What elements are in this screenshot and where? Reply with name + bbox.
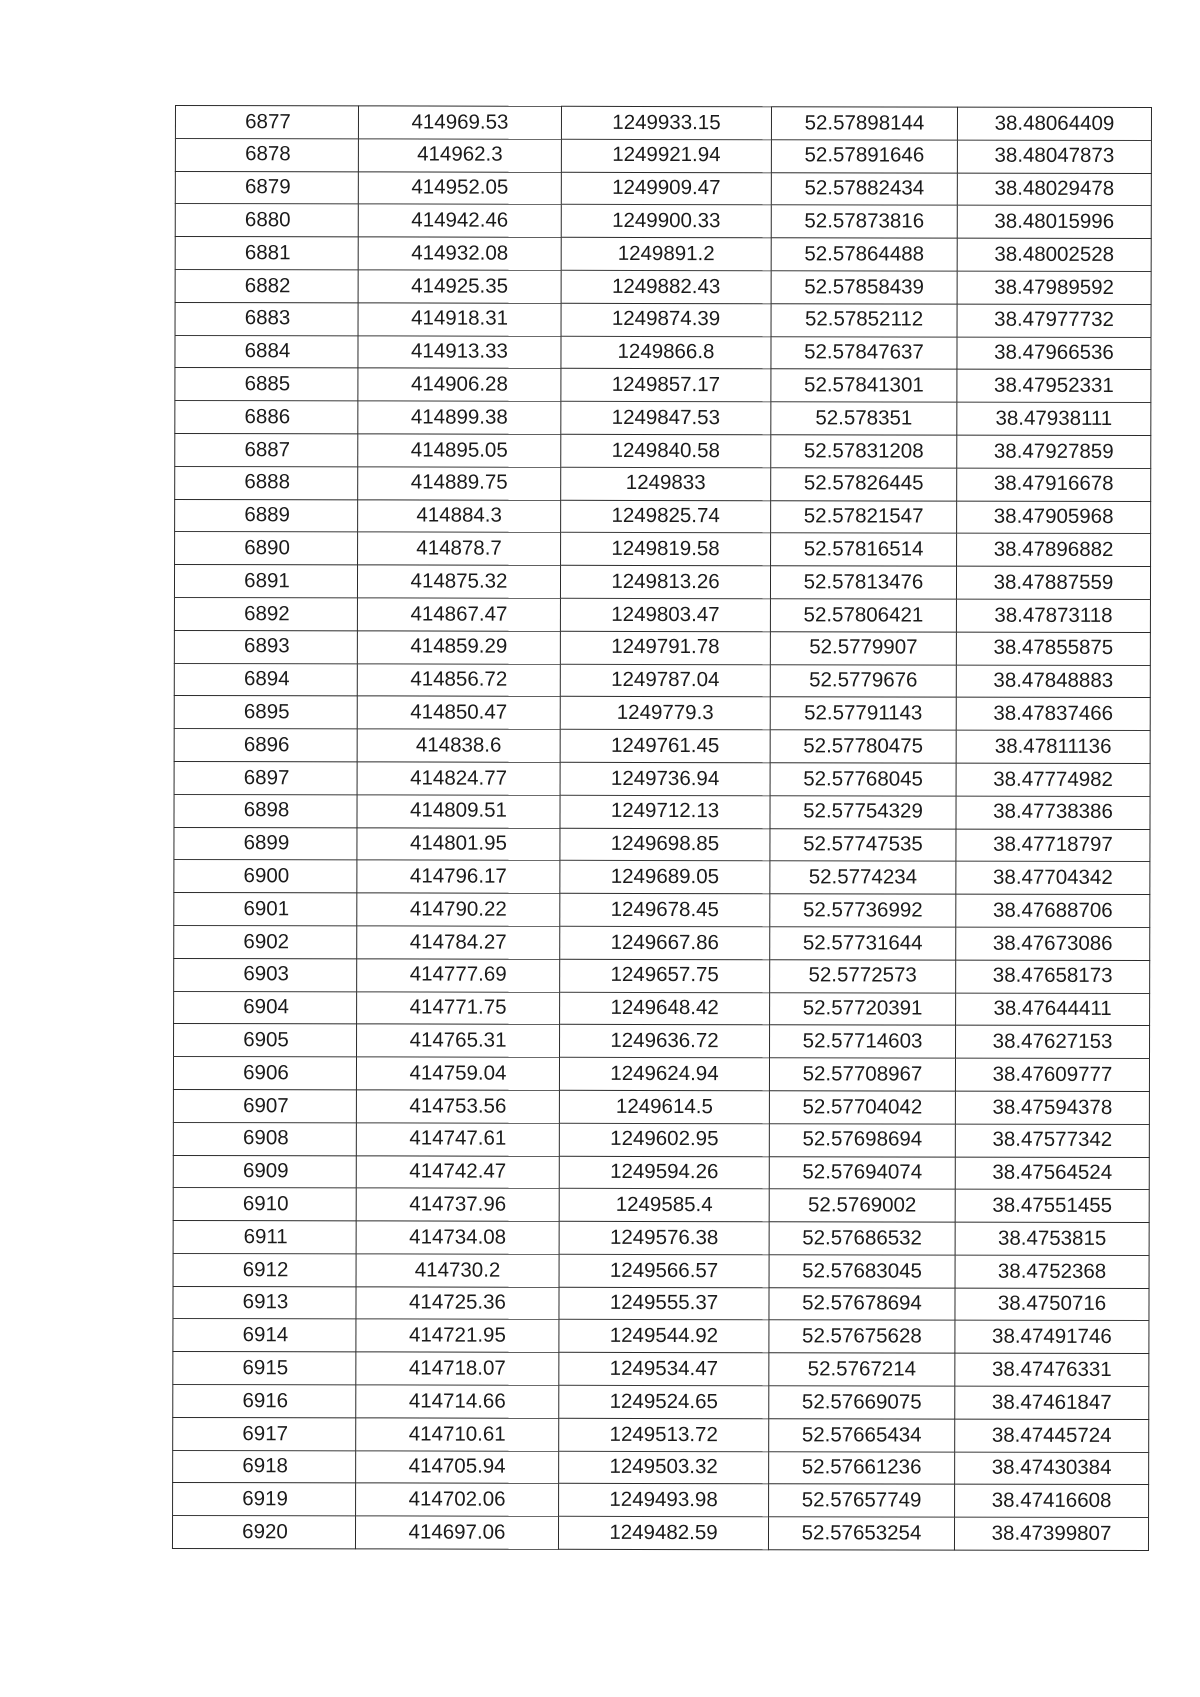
point-number-cell: 6909 — [173, 1155, 356, 1188]
latitude-cell: 38.47837466 — [956, 697, 1150, 730]
northing-cell: 1249678.45 — [560, 893, 770, 926]
northing-cell: 1249833 — [561, 467, 771, 500]
table-row — [173, 1319, 1149, 1354]
latitude-cell: 38.47609777 — [955, 1058, 1149, 1091]
easting-cell: 414777.69 — [357, 959, 560, 992]
table-row — [174, 958, 1150, 993]
longitude-cell: 52.57821547 — [771, 500, 957, 533]
longitude-cell: 52.57791143 — [770, 697, 956, 730]
longitude-cell: 52.57657749 — [769, 1484, 955, 1517]
table-row — [175, 433, 1151, 468]
longitude-cell: 52.57780475 — [770, 730, 956, 763]
easting-cell: 414784.27 — [357, 926, 560, 959]
table-row — [175, 269, 1151, 304]
latitude-cell: 38.47594378 — [955, 1091, 1149, 1124]
table-row — [175, 106, 1151, 141]
table-row — [174, 925, 1150, 960]
northing-cell: 1249840.58 — [561, 434, 771, 467]
point-number-cell: 6897 — [174, 761, 357, 794]
point-number-cell: 6892 — [174, 597, 357, 630]
easting-cell: 414875.32 — [357, 565, 560, 598]
table-row — [173, 1286, 1149, 1321]
easting-cell: 414759.04 — [356, 1057, 559, 1090]
northing-cell: 1249825.74 — [561, 500, 771, 533]
longitude-cell: 52.5779676 — [770, 664, 956, 697]
longitude-cell: 52.57873816 — [771, 205, 957, 238]
longitude-cell: 52.5769002 — [769, 1189, 955, 1222]
table-row — [175, 401, 1151, 436]
point-number-cell: 6912 — [173, 1253, 356, 1286]
point-number-cell: 6879 — [175, 171, 358, 204]
longitude-cell: 52.57747535 — [770, 828, 956, 861]
longitude-cell: 52.57768045 — [770, 763, 956, 796]
table-row — [173, 1057, 1149, 1092]
easting-cell: 414884.3 — [358, 499, 561, 532]
easting-cell: 414702.06 — [356, 1483, 559, 1516]
northing-cell: 1249813.26 — [560, 565, 770, 598]
latitude-cell: 38.47491746 — [955, 1321, 1149, 1354]
point-number-cell: 6889 — [175, 499, 358, 532]
latitude-cell: 38.47577342 — [955, 1124, 1149, 1157]
northing-cell: 1249624.94 — [559, 1057, 769, 1090]
easting-cell: 414824.77 — [357, 762, 560, 795]
easting-cell: 414889.75 — [358, 467, 561, 500]
latitude-cell: 38.4753815 — [955, 1222, 1149, 1255]
northing-cell: 1249882.43 — [561, 270, 771, 303]
latitude-cell: 38.47916678 — [957, 468, 1151, 501]
easting-cell: 414734.08 — [356, 1221, 559, 1254]
easting-cell: 414710.61 — [356, 1418, 559, 1451]
table-row — [175, 138, 1151, 173]
table-row — [174, 696, 1150, 731]
northing-cell: 1249513.72 — [559, 1418, 769, 1451]
point-number-cell: 6901 — [174, 893, 357, 926]
latitude-cell: 38.47927859 — [957, 435, 1151, 468]
latitude-cell: 38.47564524 — [955, 1157, 1149, 1190]
latitude-cell: 38.47977732 — [957, 304, 1151, 337]
longitude-cell: 52.57683045 — [769, 1255, 955, 1288]
easting-cell: 414925.35 — [358, 270, 561, 303]
northing-cell: 1249891.2 — [561, 237, 771, 270]
point-number-cell: 6885 — [175, 368, 358, 401]
longitude-cell: 52.5772573 — [770, 959, 956, 992]
latitude-cell: 38.48029478 — [957, 173, 1151, 206]
point-number-cell: 6883 — [175, 302, 358, 335]
longitude-cell: 52.57882434 — [771, 172, 957, 205]
table-row — [173, 1122, 1149, 1157]
point-number-cell: 6908 — [173, 1122, 356, 1155]
latitude-cell: 38.47938111 — [957, 402, 1151, 435]
table-row — [174, 597, 1150, 632]
latitude-cell: 38.47430384 — [955, 1452, 1149, 1485]
easting-cell: 414899.38 — [358, 401, 561, 434]
latitude-cell: 38.47445724 — [955, 1419, 1149, 1452]
table-row — [174, 893, 1150, 928]
northing-cell: 1249787.04 — [560, 664, 770, 697]
table-row — [173, 1450, 1149, 1485]
northing-cell: 1249648.42 — [560, 992, 770, 1025]
longitude-cell: 52.57806421 — [770, 599, 956, 632]
easting-cell: 414705.94 — [356, 1451, 559, 1484]
easting-cell: 414742.47 — [356, 1155, 559, 1188]
point-number-cell: 6913 — [173, 1286, 356, 1319]
longitude-cell: 52.57714603 — [770, 1025, 956, 1058]
point-number-cell: 6920 — [172, 1516, 355, 1549]
point-number-cell: 6881 — [175, 237, 358, 270]
point-number-cell: 6890 — [175, 532, 358, 565]
point-number-cell: 6917 — [173, 1417, 356, 1450]
easting-cell: 414952.05 — [358, 171, 561, 204]
latitude-cell: 38.47461847 — [955, 1386, 1149, 1419]
table-row — [174, 860, 1150, 895]
northing-cell: 1249585.4 — [559, 1189, 769, 1222]
northing-cell: 1249933.15 — [561, 106, 771, 139]
table-row — [173, 1089, 1149, 1124]
easting-cell: 414906.28 — [358, 368, 561, 401]
latitude-cell: 38.47887559 — [956, 566, 1150, 599]
easting-cell: 414697.06 — [355, 1516, 558, 1549]
point-number-cell: 6886 — [175, 401, 358, 434]
table-row — [173, 1417, 1149, 1452]
northing-cell: 1249779.3 — [560, 697, 770, 730]
point-number-cell: 6918 — [173, 1450, 356, 1483]
latitude-cell: 38.47476331 — [955, 1353, 1149, 1386]
point-number-cell: 6893 — [174, 630, 357, 663]
longitude-cell: 52.57669075 — [769, 1386, 955, 1419]
point-number-cell: 6906 — [173, 1057, 356, 1090]
northing-cell: 1249900.33 — [561, 205, 771, 238]
latitude-cell: 38.47399807 — [954, 1517, 1148, 1550]
point-number-cell: 6895 — [174, 696, 357, 729]
easting-cell: 414962.3 — [358, 139, 561, 172]
easting-cell: 414969.53 — [358, 106, 561, 139]
easting-cell: 414932.08 — [358, 237, 561, 270]
table-row — [173, 1188, 1149, 1223]
table-row — [174, 630, 1150, 665]
longitude-cell: 52.57708967 — [769, 1058, 955, 1091]
latitude-cell: 38.48047873 — [957, 140, 1151, 173]
easting-cell: 414771.75 — [357, 991, 560, 1024]
point-number-cell: 6898 — [174, 794, 357, 827]
latitude-cell: 38.47688706 — [956, 894, 1150, 927]
latitude-cell: 38.47627153 — [956, 1025, 1150, 1058]
longitude-cell: 52.57704042 — [769, 1091, 955, 1124]
latitude-cell: 38.47896882 — [957, 533, 1151, 566]
table-row — [173, 1352, 1149, 1387]
point-number-cell: 6910 — [173, 1188, 356, 1221]
point-number-cell: 6911 — [173, 1221, 356, 1254]
latitude-cell: 38.47416608 — [955, 1485, 1149, 1518]
northing-cell: 1249791.78 — [560, 631, 770, 664]
northing-cell: 1249566.57 — [559, 1254, 769, 1287]
table-row — [175, 466, 1151, 501]
northing-cell: 1249736.94 — [560, 762, 770, 795]
easting-cell: 414718.07 — [356, 1352, 559, 1385]
longitude-cell: 52.57731644 — [770, 927, 956, 960]
table-row — [175, 204, 1151, 239]
easting-cell: 414796.17 — [357, 860, 560, 893]
northing-cell: 1249689.05 — [560, 861, 770, 894]
latitude-cell: 38.47718797 — [956, 829, 1150, 862]
point-number-cell: 6899 — [174, 827, 357, 860]
point-number-cell: 6878 — [175, 138, 358, 171]
northing-cell: 1249614.5 — [559, 1090, 769, 1123]
longitude-cell: 52.57736992 — [770, 894, 956, 927]
easting-cell: 414747.61 — [356, 1123, 559, 1156]
table-row — [174, 827, 1150, 862]
table-row — [174, 663, 1150, 698]
easting-cell: 414918.31 — [358, 303, 561, 336]
longitude-cell: 52.57694074 — [769, 1156, 955, 1189]
northing-cell: 1249667.86 — [560, 926, 770, 959]
longitude-cell: 52.57675628 — [769, 1320, 955, 1353]
northing-cell: 1249602.95 — [559, 1123, 769, 1156]
northing-cell: 1249857.17 — [561, 369, 771, 402]
latitude-cell: 38.47905968 — [957, 501, 1151, 534]
longitude-cell: 52.57754329 — [770, 795, 956, 828]
table-row — [175, 335, 1151, 370]
northing-cell: 1249698.85 — [560, 828, 770, 861]
easting-cell: 414850.47 — [357, 696, 560, 729]
northing-cell: 1249482.59 — [558, 1517, 768, 1550]
northing-cell: 1249819.58 — [561, 533, 771, 566]
point-number-cell: 6904 — [174, 991, 357, 1024]
longitude-cell: 52.57720391 — [770, 992, 956, 1025]
table-row — [173, 1385, 1149, 1420]
table-row — [175, 237, 1151, 272]
latitude-cell: 38.47551455 — [955, 1189, 1149, 1222]
latitude-cell: 38.47658173 — [956, 960, 1150, 993]
easting-cell: 414725.36 — [356, 1287, 559, 1320]
easting-cell: 414838.6 — [357, 729, 560, 762]
point-number-cell: 6907 — [173, 1089, 356, 1122]
latitude-cell: 38.47644411 — [956, 993, 1150, 1026]
longitude-cell: 52.57698694 — [769, 1123, 955, 1156]
northing-cell: 1249503.32 — [559, 1451, 769, 1484]
latitude-cell: 38.47966536 — [957, 337, 1151, 370]
latitude-cell: 38.47704342 — [956, 861, 1150, 894]
latitude-cell: 38.4750716 — [955, 1288, 1149, 1321]
latitude-cell: 38.4752368 — [955, 1255, 1149, 1288]
northing-cell: 1249761.45 — [560, 729, 770, 762]
point-number-cell: 6884 — [175, 335, 358, 368]
longitude-cell: 52.57661236 — [769, 1451, 955, 1484]
easting-cell: 414737.96 — [356, 1188, 559, 1221]
table-row — [174, 991, 1150, 1026]
table-row — [173, 1221, 1149, 1256]
easting-cell: 414714.66 — [356, 1385, 559, 1418]
point-number-cell: 6880 — [175, 204, 358, 237]
point-number-cell: 6903 — [174, 958, 357, 991]
table-row — [175, 171, 1151, 206]
point-number-cell: 6902 — [174, 925, 357, 958]
northing-cell: 1249657.75 — [560, 959, 770, 992]
point-number-cell: 6887 — [175, 433, 358, 466]
northing-cell: 1249909.47 — [561, 172, 771, 205]
latitude-cell: 38.47855875 — [956, 632, 1150, 665]
northing-cell: 1249493.98 — [559, 1484, 769, 1517]
northing-cell: 1249712.13 — [560, 795, 770, 828]
northing-cell: 1249576.38 — [559, 1221, 769, 1254]
longitude-cell: 52.57831208 — [771, 435, 957, 468]
coordinates-table-body — [172, 106, 1151, 1551]
latitude-cell: 38.47848883 — [956, 665, 1150, 698]
longitude-cell: 52.5779907 — [770, 631, 956, 664]
coordinates-table — [172, 105, 1152, 1551]
table-row — [173, 1483, 1149, 1518]
northing-cell: 1249534.47 — [559, 1353, 769, 1386]
latitude-cell: 38.47989592 — [957, 271, 1151, 304]
easting-cell: 414859.29 — [357, 631, 560, 664]
latitude-cell: 38.48015996 — [957, 206, 1151, 239]
longitude-cell: 52.57891646 — [771, 140, 957, 173]
northing-cell: 1249847.53 — [561, 401, 771, 434]
table-row — [174, 729, 1150, 764]
easting-cell: 414867.47 — [357, 598, 560, 631]
easting-cell: 414895.05 — [358, 434, 561, 467]
table-row — [172, 1516, 1148, 1551]
easting-cell: 414765.31 — [357, 1024, 560, 1057]
latitude-cell: 38.47873118 — [956, 599, 1150, 632]
point-number-cell: 6896 — [174, 729, 357, 762]
latitude-cell: 38.48002528 — [957, 238, 1151, 271]
easting-cell: 414856.72 — [357, 663, 560, 696]
latitude-cell: 38.47774982 — [956, 763, 1150, 796]
latitude-cell: 38.48064409 — [957, 107, 1151, 140]
northing-cell: 1249555.37 — [559, 1287, 769, 1320]
longitude-cell: 52.57864488 — [771, 238, 957, 271]
latitude-cell: 38.47673086 — [956, 927, 1150, 960]
northing-cell: 1249636.72 — [560, 1025, 770, 1058]
longitude-cell: 52.5767214 — [769, 1353, 955, 1386]
longitude-cell: 52.57678694 — [769, 1287, 955, 1320]
point-number-cell: 6919 — [173, 1483, 356, 1516]
longitude-cell: 52.57898144 — [771, 107, 957, 140]
northing-cell: 1249866.8 — [561, 336, 771, 369]
table-row — [175, 499, 1151, 534]
longitude-cell: 52.578351 — [771, 402, 957, 435]
longitude-cell: 52.57686532 — [769, 1222, 955, 1255]
table-row — [175, 532, 1151, 567]
point-number-cell: 6905 — [174, 1024, 357, 1057]
point-number-cell: 6882 — [175, 269, 358, 302]
easting-cell: 414878.7 — [358, 532, 561, 565]
latitude-cell: 38.47738386 — [956, 796, 1150, 829]
point-number-cell: 6900 — [174, 860, 357, 893]
table-row — [175, 302, 1151, 337]
point-number-cell: 6915 — [173, 1352, 356, 1385]
table-row — [174, 1024, 1150, 1059]
table-row — [174, 565, 1150, 600]
easting-cell: 414942.46 — [358, 204, 561, 237]
northing-cell: 1249921.94 — [561, 139, 771, 172]
longitude-cell: 52.57841301 — [771, 369, 957, 402]
table-row — [173, 1155, 1149, 1190]
point-number-cell: 6914 — [173, 1319, 356, 1352]
northing-cell: 1249544.92 — [559, 1320, 769, 1353]
easting-cell: 414753.56 — [356, 1090, 559, 1123]
point-number-cell: 6894 — [174, 663, 357, 696]
easting-cell: 414913.33 — [358, 335, 561, 368]
table-row — [174, 761, 1150, 796]
northing-cell: 1249524.65 — [559, 1385, 769, 1418]
point-number-cell: 6877 — [175, 106, 358, 139]
latitude-cell: 38.47811136 — [956, 730, 1150, 763]
longitude-cell: 52.5774234 — [770, 861, 956, 894]
easting-cell: 414721.95 — [356, 1319, 559, 1352]
easting-cell: 414801.95 — [357, 827, 560, 860]
table-row — [173, 1253, 1149, 1288]
longitude-cell: 52.57813476 — [770, 566, 956, 599]
table-row — [175, 368, 1151, 403]
longitude-cell: 52.57852112 — [771, 304, 957, 337]
easting-cell: 414730.2 — [356, 1254, 559, 1287]
table-row — [174, 794, 1150, 829]
point-number-cell: 6888 — [175, 466, 358, 499]
longitude-cell: 52.57847637 — [771, 336, 957, 369]
point-number-cell: 6916 — [173, 1385, 356, 1418]
longitude-cell: 52.57653254 — [768, 1517, 954, 1550]
point-number-cell: 6891 — [174, 565, 357, 598]
longitude-cell: 52.57665434 — [769, 1419, 955, 1452]
longitude-cell: 52.57858439 — [771, 271, 957, 304]
northing-cell: 1249594.26 — [559, 1156, 769, 1189]
easting-cell: 414809.51 — [357, 795, 560, 828]
latitude-cell: 38.47952331 — [957, 370, 1151, 403]
northing-cell: 1249803.47 — [560, 598, 770, 631]
easting-cell: 414790.22 — [357, 893, 560, 926]
longitude-cell: 52.57826445 — [771, 468, 957, 501]
northing-cell: 1249874.39 — [561, 303, 771, 336]
longitude-cell: 52.57816514 — [771, 533, 957, 566]
